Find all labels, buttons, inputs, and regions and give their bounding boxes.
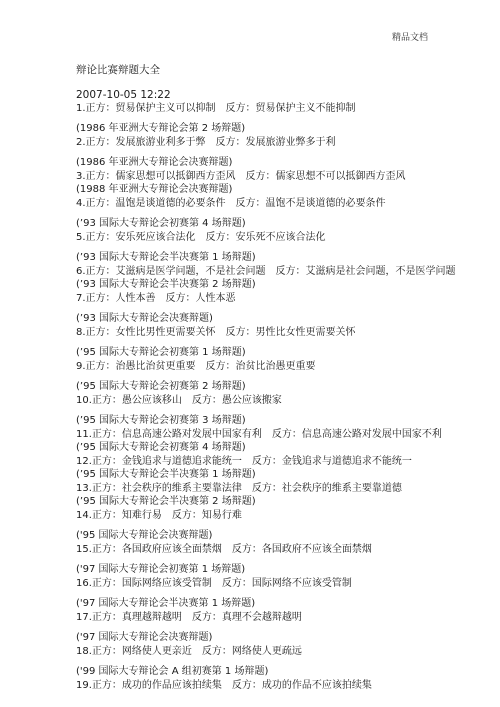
debate-topic-source: ('97 国际大专辩论会初赛第 1 场辩题) [76,564,246,575]
debate-topic-source: (’93 国际大专辩论会决赛辩题) [76,313,213,324]
debate-topic-source: (’93 国际大专辩论会半决赛第 2 场辩题) [76,279,256,290]
debate-topic-source: ('95 国际大专辩论会决赛辩题) [76,530,213,541]
debate-topic-source: (’93 国际大专辩论会半决赛第 1 场辩题) [76,252,256,263]
document-body [76,62,486,692]
debate-topic-text: 2.正方：发展旅游业利多于弊 反方：发展旅游业弊多于利 [76,137,336,148]
debate-topic-text: 17.正方：真理越辩越明 反方：真理不会越辩越明 [76,612,302,623]
debate-topic-text: 10.正方：愚公应该移山 反方：愚公应该搬家 [76,395,282,406]
debate-topic-item [76,578,486,610]
debate-topic-item [76,680,486,692]
debate-topic-item [76,483,486,508]
debate-topic-source: (’95 国际大专辩论会初赛第 2 场辩题) [76,381,246,392]
debate-topic-text: 13.正方：社会秩序的维系主要靠法律 反方：社会秩序的维系主要靠道德 [76,483,402,494]
debate-topic-source: (’95 国际大专辩论会初赛第 4 场辩题) [76,442,246,453]
debate-topic-item [76,544,486,576]
debate-topic-source: (’95 国际大专辩论会半决赛第 1 场辩题) [76,469,256,480]
debate-topic-text: 11.正方：信息高速公路对发展中国家有利 反方：信息高速公路对发展中国家不利 [76,429,442,440]
debate-topic-text: 4.正方：温饱是谈道德的必要条件 反方：温饱不是谈道德的必要条件 [76,198,386,209]
debate-topic-text: 1.正方：贸易保护主义可以抑制 反方：贸易保护主义不能抑制 [76,103,356,114]
debate-topic-source: (’93 国际大专辩论会初赛第 4 场辩题) [76,218,246,229]
debate-topic-item [76,429,486,454]
debate-topic-source: ('97 国际大专辩论会半决赛第 1 场辩题) [76,598,256,609]
debate-topic-source: (’95 国际大专辩论会初赛第 3 场辩题) [76,415,246,426]
debate-topic-item [76,361,486,393]
debate-topic-text: 18.正方：网络使人更亲近 反方：网络使人更疏远 [76,646,302,657]
debate-topic-item [76,510,486,542]
debate-topic-source: ('99 国际大专辩论会 A 组初赛第 1 场辩题) [76,666,269,677]
debate-topic-source: ('97 国际大专辩论会决赛辩题) [76,632,213,643]
debate-topic-item [76,266,486,291]
debate-topic-item [76,612,486,644]
debate-topic-item [76,395,486,427]
debate-topic-item [76,137,486,169]
debate-topic-source: (’95 国际大专辩论会初赛第 1 场辩题) [76,347,246,358]
document-title: 辩论比赛辩题大全 [76,64,160,76]
debate-topic-text: 8.正方：女性比男性更需要关怀 反方：男性比女性更需要关怀 [76,327,356,338]
debate-topic-source: (’95 国际大专辩论会半决赛第 2 场辩题) [76,496,256,507]
debate-topic-item [76,456,486,481]
debate-topic-text: 3.正方：儒家思想可以抵御西方歪风 反方：儒家思想不可以抵御西方歪风 [76,171,406,182]
debate-topic-source: (1988 年亚洲大专辩论会决赛辩题) [76,184,233,195]
debate-topic-item [76,171,486,196]
debate-topic-text: 16.正方：国际网络应该受管制 反方：国际网络不应该受管制 [76,578,352,589]
debate-topic-text: 7.正方：人性本善 反方：人性本恶 [76,293,236,304]
debate-topic-text: 19.正方：成功的作品应该拍续集 反方：成功的作品不应该拍续集 [76,680,372,691]
debate-topic-item [76,646,486,678]
debate-topic-list [76,103,486,692]
document-date: 2007-10-05 12:22 [76,89,171,101]
debate-topic-item [76,293,486,325]
debate-topic-text: 14.正方：知难行易 反方：知易行难 [76,510,242,521]
debate-topic-source: (1986 年亚洲大专辩论会决赛辩题) [76,157,233,168]
debate-topic-text: 5.正方：安乐死应该合法化 反方：安乐死不应该合法化 [76,232,326,243]
debate-topic-item [76,198,486,230]
debate-topic-text: 6.正方：艾滋病是医学问题，不是社会问题 反方：艾滋病是社会问题，不是医学问题 [76,266,456,277]
debate-topic-item [76,327,486,359]
debate-topic-text: 12.正方：金钱追求与道德追求能统一 反方：金钱追求与道德追求不能统一 [76,456,412,467]
debate-topic-text: 9.正方：治愚比治贫更重要 反方：治贫比治愚更重要 [76,361,316,372]
debate-topic-item [76,103,486,135]
debate-topic-text: 15.正方：各国政府应该全面禁烟 反方：各国政府不应该全面禁烟 [76,544,372,555]
debate-topic-item [76,232,486,264]
debate-topic-source: (1986 年亚洲大专辩论会第 2 场辩题) [76,123,246,134]
header-tag: 精品文档 [392,33,429,43]
